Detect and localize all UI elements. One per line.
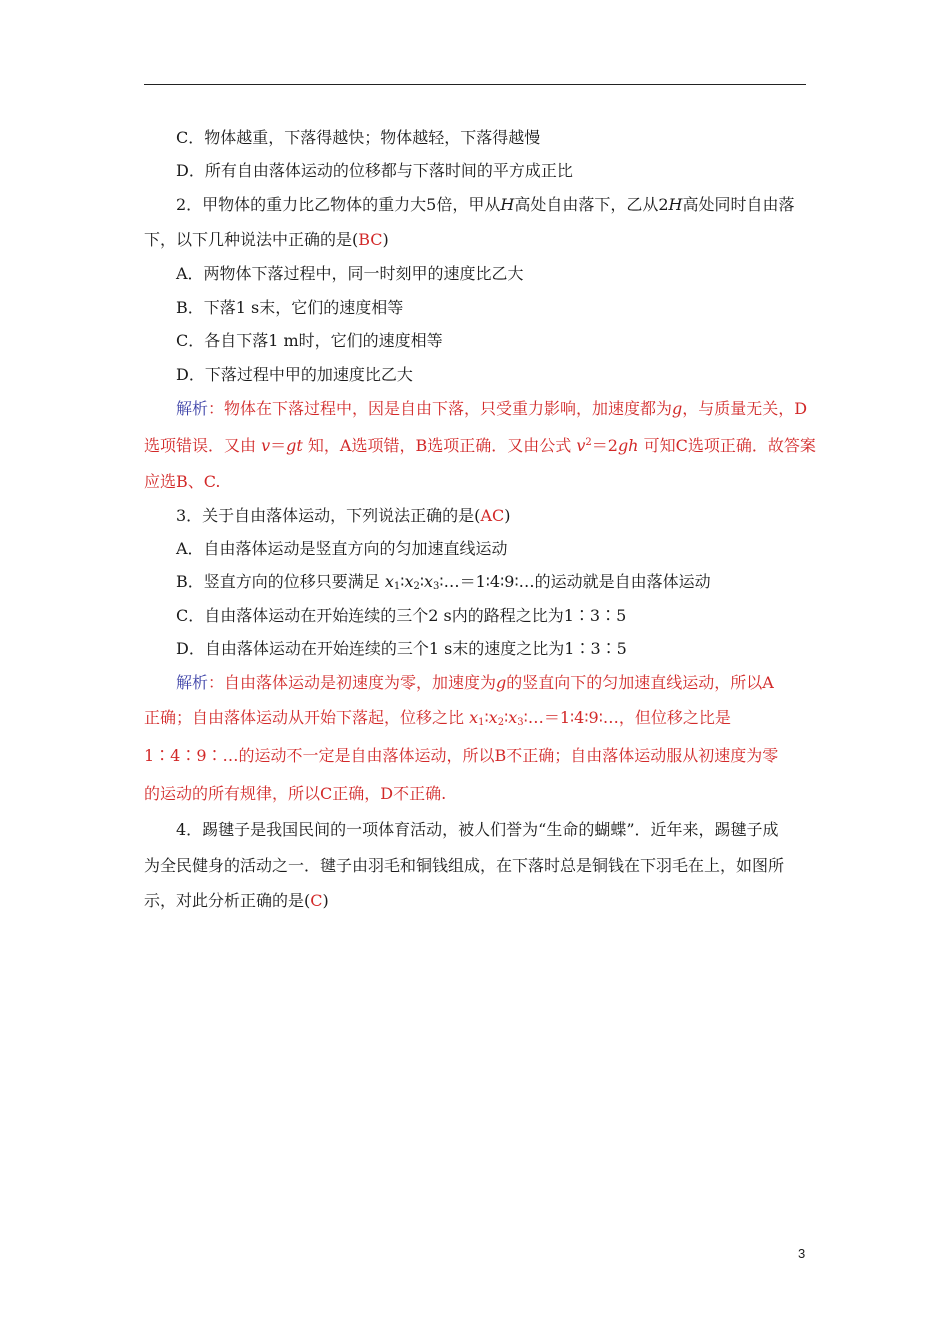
page-number: 3: [798, 1246, 806, 1261]
q4-answer: C: [310, 891, 323, 910]
q2-stem-line2: 下，以下几种说法中正确的是(BC): [144, 230, 389, 249]
q3-option-d: D．自由落体运动在开始连续的三个1 s末的速度之比为1∶3∶5: [176, 639, 627, 658]
q2-option-b: B．下落1 s末，它们的速度相等: [176, 298, 404, 317]
q3-option-a: A．自由落体运动是竖直方向的匀加速直线运动: [176, 539, 508, 558]
q1-option-d: D．所有自由落体运动的位移都与下落时间的平方成正比: [176, 161, 573, 180]
q2-option-c: C．各自下落1 m时，它们的速度相等: [176, 331, 443, 350]
q2-explanation-line3: 应选B、C.: [144, 472, 221, 491]
q1-option-c: C．物体越重，下落得越快；物体越轻，下落得越慢: [176, 128, 541, 147]
q4-stem-line3: 示，对此分析正确的是(C): [144, 891, 329, 910]
explanation-label: 解析: [176, 399, 209, 418]
q3-answer: AC: [480, 506, 505, 525]
q3-explanation-line4: 的运动的所有规律，所以C正确，D不正确.: [144, 784, 447, 803]
q2-explanation-line1: 解析：物体在下落过程中，因是自由下落，只受重力影响，加速度都为g，与质量无关，D: [176, 399, 808, 418]
q4-stem-line2: 为全民健身的活动之一．毽子由羽毛和铜钱组成，在下落时总是铜钱在下羽毛在上，如图所: [144, 856, 785, 875]
q4-stem-line1: 4．踢毽子是我国民间的一项体育活动，被人们誉为“生命的蝴蝶”．近年来，踢毽子成: [176, 820, 779, 839]
q3-option-c: C．自由落体运动在开始连续的三个2 s内的路程之比为1∶3∶5: [176, 606, 627, 625]
q3-explanation-line2: 正确；自由落体运动从开始下落起，位移之比 $x_1∶x_2∶x_3∶\dots=1∶4∶9∶\dots$，但位移之比是: [144, 708, 731, 728]
q3-explanation-line1: 解析：自由落体运动是初速度为零，加速度为g的竖直向下的匀加速直线运动，所以A: [176, 673, 774, 692]
q2-answer: BC: [358, 230, 383, 249]
q3-stem: 3．关于自由落体运动，下列说法正确的是(AC): [176, 506, 511, 525]
header-rule: [144, 84, 806, 85]
explanation-label: 解析: [176, 673, 209, 692]
q2-option-a: A．两物体下落过程中，同一时刻甲的速度比乙大: [176, 264, 524, 283]
q3-option-b: B．竖直方向的位移只要满足 $x_1∶x_2∶x_3∶\dots=1∶4∶9∶\dots$的运动就是自由落体运动: [176, 572, 711, 592]
q2-explanation-line2: 选项错误．又由 v＝gt 知，A选项错，B选项正确．又由公式 $v^2=2gh$ 可知C选项正确．故答案: [144, 436, 816, 455]
q2-option-d: D．下落过程中甲的加速度比乙大: [176, 365, 413, 384]
q2-stem-line1: 2．甲物体的重力比乙物体的重力大5倍，甲从H高处自由落下，乙从2H高处同时自由落: [176, 195, 795, 214]
q3-explanation-line3: 1∶4∶9∶…的运动不一定是自由落体运动，所以B不正确；自由落体运动服从初速度为零: [144, 746, 779, 765]
